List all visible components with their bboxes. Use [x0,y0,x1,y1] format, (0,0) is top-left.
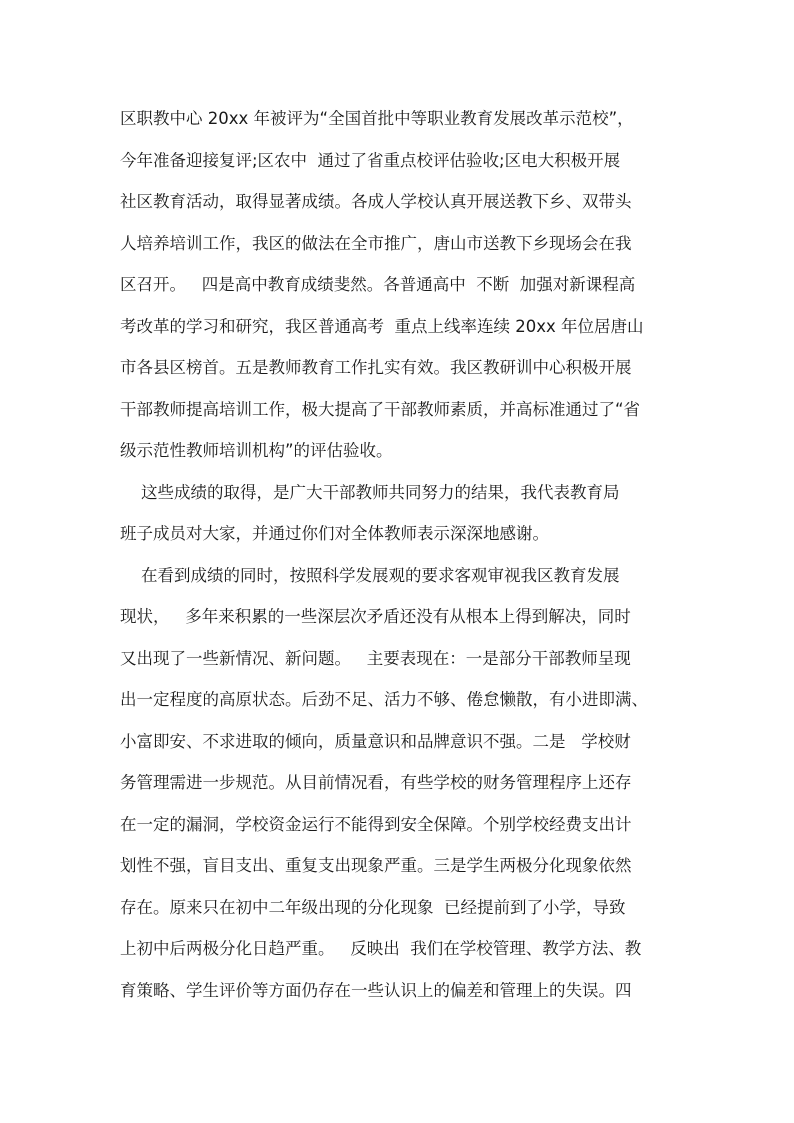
text-line: 级示范性教师培训机构”的评估验收。 [120,441,393,460]
text-line: 区职教中心 20xx 年被评为“全国首批中等职业教育发展改革示范校”， [120,109,634,128]
text-line: 务管理需进一步规范。从目前情况看，有些学校的财务管理程序上还存 [120,773,632,792]
text-line: 市各县区榜首。五是教师教育工作扎实有效。我区教研训中心积极开展 [120,358,632,377]
text-line: 划性不强，盲目支出、重复支出现象严重。三是学生两极分化现象依然 [120,856,632,875]
text-line: 干部教师提高培训工作，极大提高了干部教师素质，并高标准通过了“省 [120,400,641,419]
text-line: 育策略、学生评价等方面仍存在一些认识上的偏差和管理上的失误。四 [120,981,632,1000]
text-line: 现状， 多年来积累的一些深层次矛盾还没有从根本上得到解决，同时 [120,607,631,626]
text-line: 人培养培训工作，我区的做法在全市推广，唐山市送教下乡现场会在我 [120,234,632,253]
text-line: 出一定程度的高原状态。后劲不足、活力不够、倦怠懒散，有小进即满、 [120,690,648,709]
text-line: 班子成员对大家，并通过你们对全体教师表示深深地感谢。 [120,524,549,543]
text-line: 存在。原来只在初中二年级出现的分化现象 已经提前到了小学，导致 [120,898,626,917]
text-line: 社区教育活动，取得显著成绩。各成人学校认真开展送教下乡、双带头 [120,192,632,211]
text-line: 又出现了一些新情况、新问题。 主要表现在：一是部分干部教师呈现 [120,649,631,668]
text-line: 今年准备迎接复评;区农中 通过了省重点校评估验收;区电大积极开展 [120,151,621,170]
text-line: 这些成绩的取得，是广大干部教师共同努力的结果，我代表教育局 [120,483,620,502]
text-line: 小富即安、不求进取的倾向，质量意识和品牌意识不强。二是 学校财 [120,732,631,751]
text-line: 在一定的漏洞，学校资金运行不能得到安全保障。个别学校经费支出计 [120,815,632,834]
text-line: 上初中后两极分化日趋严重。 反映出 我们在学校管理、教学方法、教 [120,939,642,958]
text-line: 区召开。 四是高中教育成绩斐然。各普通高中 不断 加强对新课程高 [120,275,636,294]
text-line: 考改革的学习和研究，我区普通高考 重点上线率连续 20xx 年位居唐山 [120,317,644,336]
text-line: 在看到成绩的同时，按照科学发展观的要求客观审视我区教育发展 [120,566,620,585]
